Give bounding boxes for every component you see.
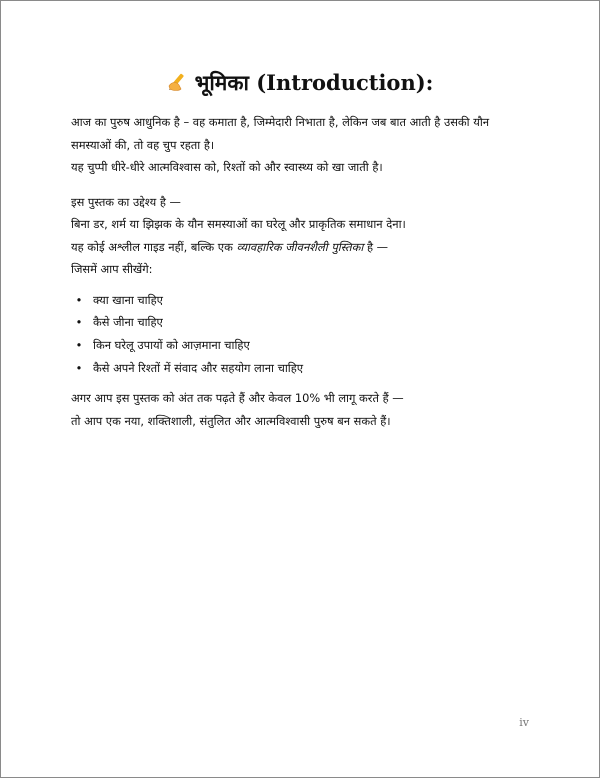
paragraph-2-line-4: जिसमें आप सीखेंगे:: [71, 262, 153, 276]
lifestyle-booklet-emphasis: व्यावहारिक जीवनशैली पुस्तिका: [236, 239, 364, 254]
heading-hindi: भूमिका: [194, 71, 249, 95]
list-item: [71, 334, 541, 357]
list-item: [71, 289, 541, 312]
paragraph-2-line-3-post: है —: [363, 239, 389, 254]
paragraph-2-line-3-pre: यह कोई अश्लील गाइड नहीं, बल्कि एक: [71, 239, 237, 254]
document-body: [71, 111, 541, 432]
paragraph-3-line-1: अगर आप इस पुस्तक को अंत तक पढ़ते हैं और केवल 10% भी लागू करते हैं —: [71, 391, 404, 406]
list-item: [71, 357, 541, 380]
paragraph-2-line-2: बिना डर, शर्म या झिझक के यौन समस्याओं का घरेलू और प्राकृतिक समाधान देना।: [71, 217, 406, 231]
list-item-text: कैसे जीना चाहिए: [93, 315, 163, 330]
learning-list: [71, 289, 541, 380]
paragraph-2-line-3: [71, 236, 541, 259]
page-number: iv: [519, 716, 529, 729]
bullet-icon: •: [75, 292, 83, 307]
paragraph-1-line-1: आज का पुरुष आधुनिक है – वह कमाता है, जिम्मेदारी निभाता है, लेकिन जब बात आती है उसकी यौन: [71, 115, 490, 129]
paragraph-2-line-1: इस पुस्तक का उद्देश्य है —: [71, 194, 181, 209]
list-item-text: क्या खाना चाहिए: [93, 292, 163, 307]
paragraph-1-line-3: यह चुप्पी धीरे-धीरे आत्मविश्वास को, रिश्तों को और स्वास्थ्य को खा जाती है।: [71, 160, 383, 174]
bullet-icon: •: [75, 360, 83, 375]
paragraph-3-line-2: तो आप एक नया, शक्तिशाली, संतुलित और आत्मविश्वासी पुरुष बन सकते हैं।: [71, 413, 391, 428]
writing-hand-icon: [167, 72, 189, 97]
list-item-text: किन घरेलू उपायों को आज़माना चाहिए: [93, 337, 250, 352]
page-heading: [1, 69, 599, 97]
bullet-icon: •: [75, 337, 83, 352]
paragraph-1-line-2: समस्याओं की, तो वह चुप रहता है।: [71, 137, 215, 152]
list-item: [71, 311, 541, 334]
bullet-icon: •: [75, 315, 83, 330]
list-item-text: कैसे अपने रिश्तों में संवाद और सहयोग लाना चाहिए: [93, 360, 304, 375]
heading-english: (Introduction):: [256, 70, 434, 95]
